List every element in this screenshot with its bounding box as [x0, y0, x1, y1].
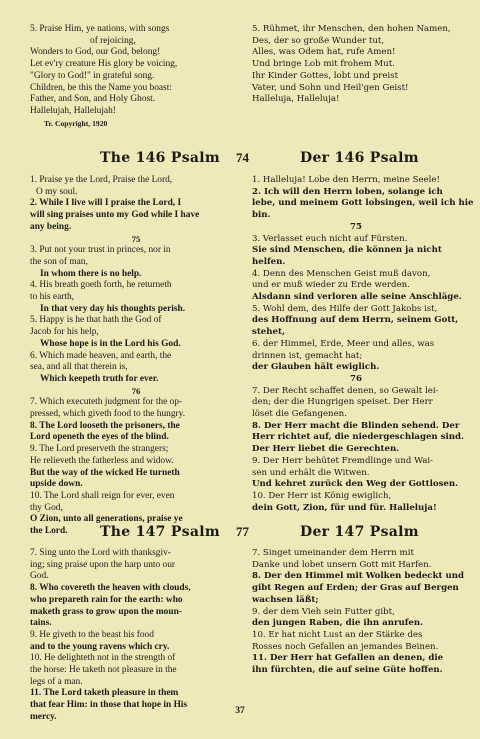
- text-line: 7. Singet umeinander dem Herrn mit: [252, 548, 414, 558]
- psalm-146-title-german: Der 146 Psalm: [300, 150, 419, 166]
- text-line: Und bringe Lob mit frohem Mut.: [252, 59, 395, 70]
- text-line: 4. Denn des Menschen Geist muß davon,: [252, 268, 431, 279]
- text-line: the Lord.: [30, 526, 68, 537]
- text-line: mercy.: [30, 711, 57, 722]
- text-line: 3. Put not your trust in princes, nor in: [30, 245, 171, 256]
- text-line: Alsdann sind verloren alle seine Anschläge.: [252, 292, 462, 303]
- text-line: of rejoicing,: [90, 35, 136, 46]
- text-line: des Hoffnung auf dem Herrn, seinem Gott,: [252, 315, 459, 326]
- text-line: Wonders to God, our God, belong!: [30, 47, 161, 58]
- text-line: Which keepeth truth for ever.: [40, 373, 159, 384]
- text-line: 7. Der Recht schaffet denen, so Gewalt lei-: [252, 385, 439, 396]
- text-line: Danke und lobet unsern Gott mit Harfen.: [252, 559, 432, 570]
- text-line: und er muß wieder zu Erde werden.: [252, 280, 410, 291]
- text-line: 6. Which made heaven, and earth, the: [30, 350, 172, 361]
- text-line: 5. Wohl dem, des Hilfe der Gott Jakobs ist,: [252, 303, 438, 314]
- text-line: 10. He delighteth not in the strength of: [30, 653, 176, 664]
- text-line: Let ev'ry creature His glory be voicing,: [30, 59, 178, 70]
- text-line: Jacob for his help,: [30, 327, 99, 338]
- text-line: wachsen läßt;: [252, 594, 319, 605]
- psalm-146-title-english: The 146 Psalm: [100, 150, 220, 166]
- text-line: 8. Der Herr macht die Blinden sehend. Der: [252, 420, 460, 431]
- text-line: to his earth,: [30, 292, 75, 303]
- text-line: will sing praises unto my God while I have: [30, 210, 200, 221]
- text-line: 11. Der Herr hat Gefallen an denen, die: [252, 653, 444, 664]
- text-line: Father, and Son, and Holy Ghost.: [30, 94, 156, 105]
- text-line: O my soul.: [36, 186, 78, 197]
- text-line: dein Gott, Zion, für und für. Halleluja!: [252, 502, 437, 513]
- text-line: 10. The Lord shall reign for ever, even: [30, 490, 175, 501]
- text-line: 5. Rühmet, ihr Menschen, den hohen Namen,: [252, 24, 451, 34]
- text-line: drinnen ist, gemacht hat;: [252, 350, 363, 361]
- text-line: 8. Who covereth the heaven with clouds,: [30, 583, 191, 594]
- text-line: thy God,: [30, 502, 63, 513]
- psalm-147-german-text: [252, 548, 464, 677]
- text-line: 1. Praise ye the Lord, Praise the Lord,: [30, 175, 173, 185]
- text-line: Des, der so große Wunder tut,: [252, 35, 385, 46]
- text-line: stehet,: [252, 327, 285, 338]
- text-line: and to the young ravens which cry.: [30, 641, 170, 652]
- psalm-146-english-text: [30, 175, 242, 538]
- text-line: "Glory to God!" in grateful song.: [30, 70, 155, 81]
- text-line: 5. Praise Him, ye nations, with songs: [30, 24, 170, 34]
- text-line: upside down.: [30, 479, 83, 490]
- text-line: 10. Er hat nicht Lust an der Stärke des: [252, 629, 423, 640]
- text-line: Sie sind Menschen, die können ja nicht: [252, 245, 442, 256]
- text-line: Vater, und Sohn und Heil'gen Geist!: [252, 82, 409, 93]
- text-line: bin.: [252, 210, 271, 221]
- text-line: 5. Happy is he that hath the God of: [30, 315, 162, 326]
- text-line: maketh grass to grow upon the moun-: [30, 606, 182, 617]
- text-line: den jungen Raben, die ihn anrufen.: [252, 618, 424, 629]
- text-line: any being.: [30, 221, 72, 232]
- text-line: Children, be this the Name you boast:: [30, 82, 172, 93]
- text-line: Alles, was Odem hat, rufe Amen!: [252, 47, 396, 58]
- top-english-verse: [30, 24, 242, 129]
- text-line: 8. The Lord looseth the prisoners, the: [30, 420, 180, 431]
- text-line: 6. der Himmel, Erde, Meer und alles, was: [252, 338, 435, 349]
- text-line: pressed, which giveth food to the hungry.: [30, 409, 186, 420]
- text-line: In whom there is no help.: [40, 268, 142, 279]
- text-line: But the way of the wicked He turneth: [30, 467, 180, 478]
- text-line: sea, and all that therein is,: [30, 362, 128, 373]
- text-line: O Zion, unto all generations, praise ye: [30, 514, 183, 525]
- text-line: 9. Der Herr behütet Fremdlinge und Wai-: [252, 455, 433, 466]
- text-line: 8. Der den Himmel mit Wolken bedeckt und: [252, 571, 464, 582]
- text-line: the horse: He taketh not pleasure in the: [30, 665, 177, 676]
- text-line: 75: [350, 221, 362, 232]
- text-line: Hallelujah, Hallelujah!: [30, 105, 116, 116]
- text-line: Herr richtet auf, die niedergeschlagen sind.: [252, 432, 465, 443]
- text-line: that fear Him: in those that hope in His: [30, 700, 188, 711]
- psalm-147-title-german: Der 147 Psalm: [300, 524, 419, 540]
- text-line: 9. The Lord preserveth the strangers;: [30, 444, 169, 455]
- text-line: gibt Regen auf Erden; der Gras auf Bergen: [252, 583, 459, 594]
- text-line: who prepareth rain for the earth: who: [30, 594, 183, 605]
- text-line: 7. Which executeth judgment for the op-: [30, 397, 183, 408]
- text-line: 10. Der Herr ist König ewiglich,: [252, 490, 392, 501]
- text-line: 2. While I live will I praise the Lord, I: [30, 198, 182, 209]
- text-line: 7. Sing unto the Lord with thanksgiv-: [30, 548, 171, 558]
- psalm-146-german-text: [252, 175, 474, 514]
- text-line: Halleluja, Halleluja!: [252, 94, 340, 105]
- text-line: helfen.: [252, 256, 286, 267]
- text-line: Whose hope is in the Lord his God.: [40, 338, 181, 349]
- text-line: ing; sing praise upon the harp unto our: [30, 559, 176, 570]
- text-line: the son of man,: [30, 256, 88, 267]
- psalm-146-number: 74: [236, 150, 249, 165]
- text-line: Lord openeth the eyes of the blind.: [30, 432, 169, 443]
- psalm-147-english-text: [30, 548, 242, 724]
- copyright-notice: Tr. Copyright, 1920: [44, 118, 108, 128]
- text-line: 2. Ich will den Herrn loben, solange ich: [252, 186, 443, 197]
- text-line: 3. Verlasset euch nicht auf Fürsten.: [252, 233, 408, 244]
- text-line: Und kehret zurück den Weg der Gottlosen.: [252, 479, 459, 490]
- text-line: 76: [350, 373, 362, 384]
- text-line: Ihr Kinder Gottes, lobt und preist: [252, 70, 399, 81]
- page-number: 37: [235, 706, 245, 716]
- text-line: He relieveth the fatherless and widow.: [30, 455, 174, 466]
- text-line: tains.: [30, 618, 52, 629]
- text-line: ihn fürchten, die auf seine Güte hoffen.: [252, 665, 443, 676]
- text-line: 75: [131, 233, 141, 244]
- text-line: 1. Halleluja! Lobe den Herrn, meine Seele!: [252, 175, 440, 185]
- psalm-147-number: 77: [236, 524, 249, 539]
- text-line: 9. He giveth to the beast his food: [30, 629, 154, 640]
- text-line: Der Herr liebet die Gerechten.: [252, 444, 400, 455]
- text-line: lebe, und meinem Gott lobsingen, weil ich hie: [252, 198, 474, 209]
- text-line: den; der die Hungrigen speiset. Der Herr: [252, 397, 433, 408]
- text-line: legs of a man.: [30, 676, 83, 687]
- text-line: Rosses noch Gefallen an jemandes Beinen.: [252, 641, 439, 652]
- text-line: der Glauben hält ewiglich.: [252, 362, 380, 373]
- psalm-147-title-english: The 147 Psalm: [100, 524, 220, 540]
- text-line: löset die Gefangenen.: [252, 409, 347, 420]
- text-line: In that very day his thoughts perish.: [40, 303, 186, 314]
- text-line: sen und erhält die Witwen.: [252, 467, 370, 478]
- text-line: 11. The Lord taketh pleasure in them: [30, 688, 179, 699]
- text-line: God.: [30, 571, 49, 582]
- top-german-verse: [252, 24, 460, 106]
- text-line: 4. His breath goeth forth, he returneth: [30, 280, 172, 291]
- text-line: 9. der dem Vieh sein Futter gibt,: [252, 606, 395, 617]
- text-line: 76: [131, 385, 141, 396]
